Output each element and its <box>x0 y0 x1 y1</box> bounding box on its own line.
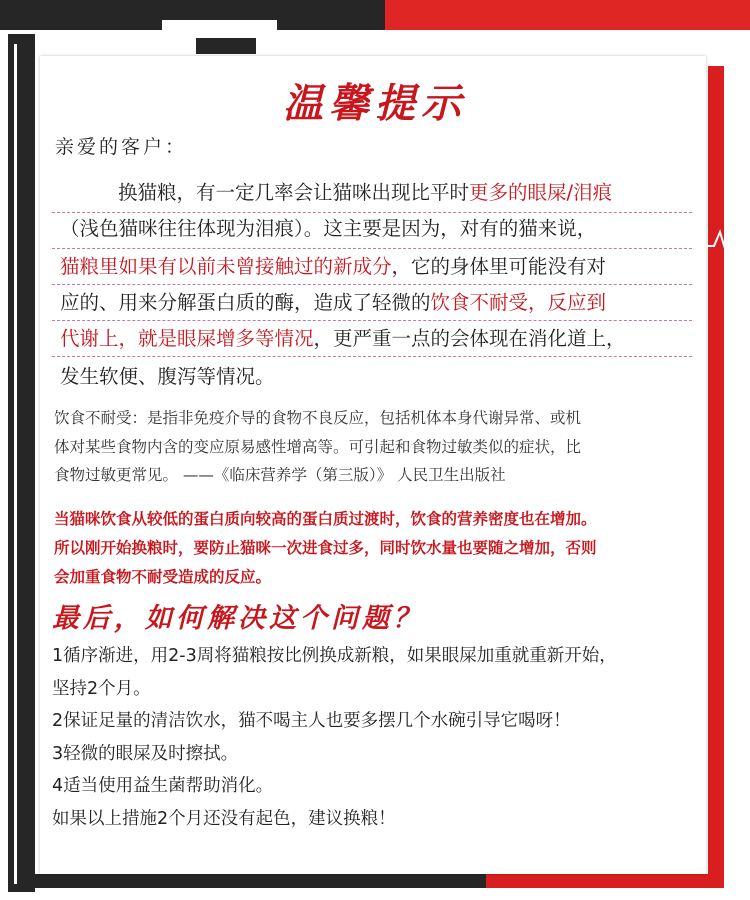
warning-line: 当猫咪饮食从较低的蛋白质向较高的蛋白质过渡时，饮食的营养密度也在增加。 <box>54 510 597 528</box>
frame-top-notch <box>196 38 256 54</box>
dashed-rule <box>52 320 692 321</box>
greeting: 亲爱的客户： <box>55 136 188 158</box>
dashed-rule <box>52 356 692 357</box>
dashed-rule <box>52 284 692 285</box>
note-line: 体对某些食物内含的变应原易感性增高等。可引起和食物过敏类似的症状，比 <box>54 437 582 456</box>
frame-left-rail <box>8 34 35 892</box>
paragraph-line: （浅色猫咪往往体现为泪痕）。这主要是因为，对有的猫来说， <box>60 217 597 240</box>
frame-bottom-red <box>486 874 724 888</box>
warning-line: 会加重食物不耐受造成的反应。 <box>54 568 272 586</box>
note-line: 食物过敏更常见。 ——《临床营养学（第三版）》 人民卫生出版社 <box>54 466 506 484</box>
section-subtitle: 最后，如何解决这个问题？ <box>52 603 424 634</box>
paragraph-line: 发生软便、腹泻等情况。 <box>60 365 275 388</box>
solution-steps <box>52 640 712 835</box>
warning-text <box>54 505 714 592</box>
paragraph-line: 代谢上，就是眼屎增多等情况，更严重一点的会体现在消化道上， <box>60 327 626 350</box>
step-line: 2保证足量的清洁饮水，猫不喝主人也要多摆几个水碗引导它喝呀！ <box>52 711 571 731</box>
frame-top-tab <box>162 20 277 38</box>
zigzag-decoration <box>700 228 740 258</box>
frame-left-rail-line <box>14 44 17 884</box>
step-line: 1循序渐进，用2-3周将猫粮按比例换成新粮，如果眼屎加重就重新开始， <box>52 646 617 666</box>
warning-line: 所以刚开始换粮时，要防止猫咪一次进食过多，同时饮水量也要随之增加，否则 <box>54 539 597 557</box>
paragraph-line: 应的、用来分解蛋白质的酶，造成了轻微的饮食不耐受，反应到 <box>60 291 607 314</box>
definition-note <box>54 404 704 490</box>
step-line: 如果以上措施2个月还没有起色，建议换粮！ <box>52 808 396 829</box>
frame-top-red <box>385 0 750 30</box>
step-line: 3轻微的眼屎及时擦拭。 <box>52 743 239 764</box>
step-line: 4适当使用益生菌帮助消化。 <box>52 776 274 796</box>
paragraph-line: 换猫粮，有一定几率会让猫咪出现比平时更多的眼屎/泪痕 <box>118 181 613 204</box>
note-line: 饮食不耐受：是指非免疫介导的食物不良反应，包括机体本身代谢异常、或机 <box>54 409 582 427</box>
frame-right-edge <box>736 30 750 900</box>
paragraph-line: 猫粮里如果有以前未曾接触过的新成分，它的身体里可能没有对 <box>60 255 607 278</box>
step-line: 坚持2个月。 <box>52 678 151 699</box>
dashed-rule <box>52 248 692 249</box>
page-title: 温馨提示 <box>283 80 467 127</box>
